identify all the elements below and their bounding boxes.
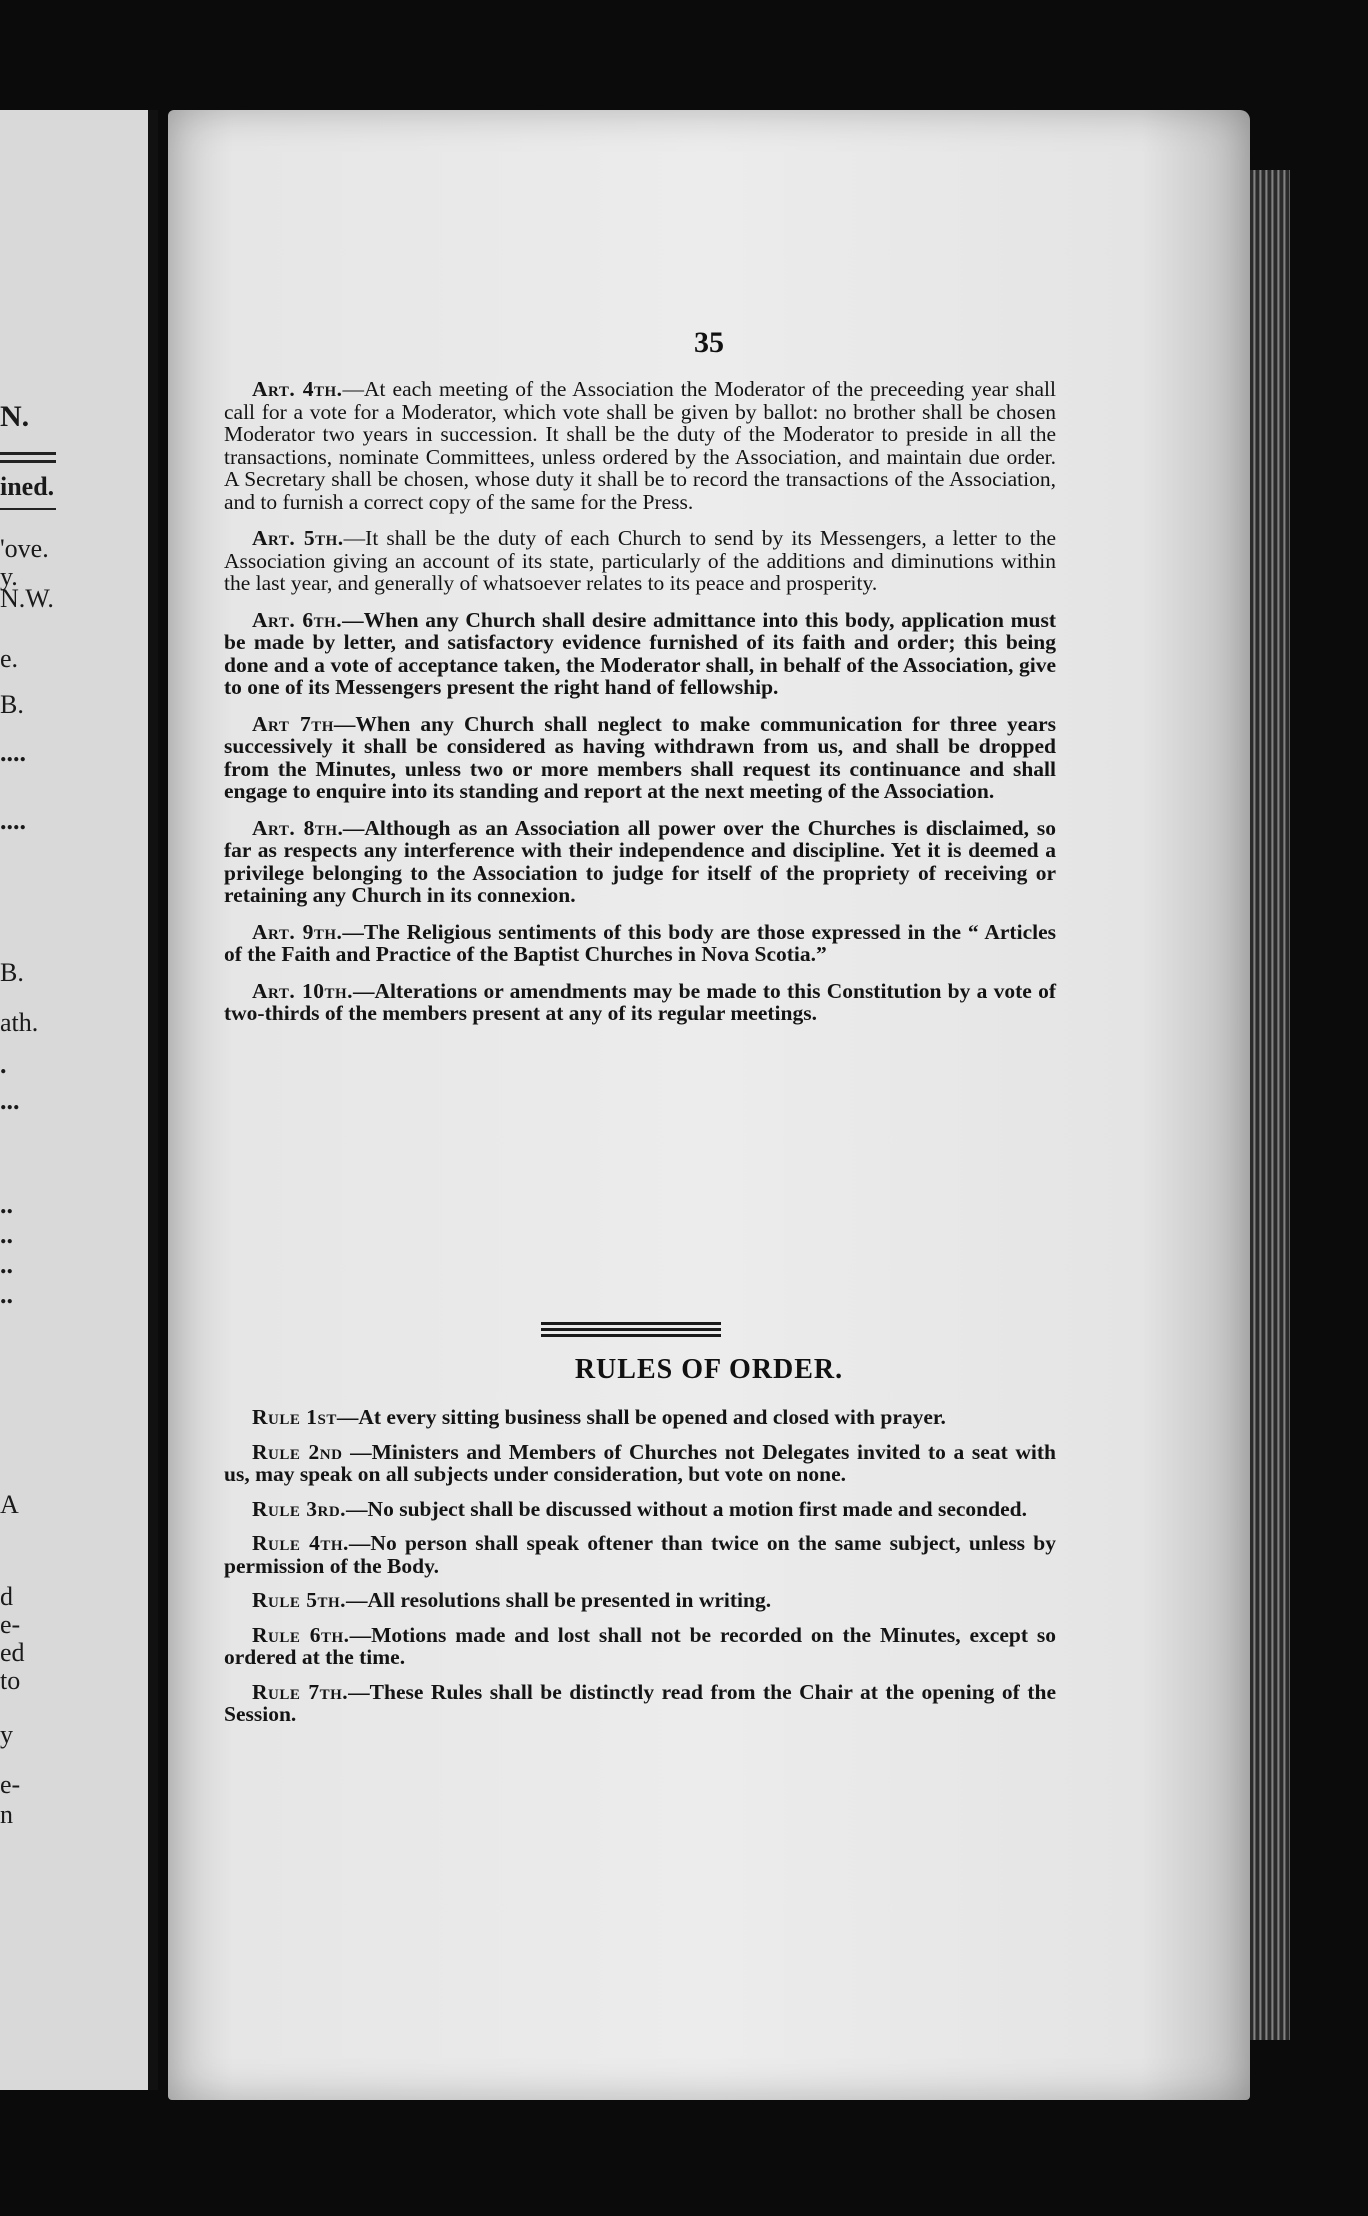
left-fragment-text: n: [0, 1800, 13, 1829]
section-title: RULES OF ORDER.: [574, 1354, 844, 1385]
left-fragment-text: ..: [0, 1190, 13, 1219]
article-paragraph: [224, 609, 1056, 699]
rule-paragraph: [224, 1624, 1056, 1669]
article-text: —It shall be the duty of each Church to send by its Messengers, a letter to the Association giving an account of its state, particularly of the additions and diminutions within the last year, and generally of whatsoever relates to its peace and prosperity.: [224, 526, 1056, 595]
article-paragraph: [224, 921, 1056, 966]
left-fragment-text: .: [0, 1050, 7, 1079]
rule-heading: Rule 6th.: [252, 1622, 350, 1647]
article-heading: Art. 6th.: [252, 607, 343, 632]
book-page: [168, 110, 1250, 2100]
page-number: 35: [694, 326, 724, 359]
left-fragment-text: ....: [0, 738, 26, 767]
rule-text: —All resolutions shall be presented in writing.: [346, 1588, 772, 1612]
rule-text: —Motions made and lost shall not be recorded on the Minutes, except so ordered at the time.: [224, 1622, 1056, 1669]
rule-text: —At every sitting business shall be opened and closed with prayer.: [336, 1405, 946, 1429]
article-text: —The Religious sentiments of this body are those expressed in the “ Articles of the Faith and Practice of the Baptist Churches in Nova Scotia.”: [224, 919, 1056, 966]
rule-paragraph: [224, 1681, 1056, 1726]
left-fragment-text: e.: [0, 644, 19, 673]
article-heading: Art. 8th: [252, 815, 338, 840]
left-rule: [0, 460, 56, 463]
left-fragment-text: ..: [0, 1250, 13, 1279]
article-paragraph: [224, 980, 1056, 1025]
left-fragment-text: A: [0, 1490, 19, 1519]
article-text: —When any Church shall neglect to make communication for three years successively it shall be considered as having withdrawn from us, and shall be dropped from the Minutes, unless two or more members shall request its continuance and shall engage to enquire into its standing and report at the next meeting of the Association.: [224, 711, 1057, 803]
rule-paragraph: [224, 1406, 1056, 1429]
rule-heading: Rule 5th.: [252, 1588, 347, 1612]
rule-text: —Ministers and Members of Churches not Delegates invited to a seat with us, may speak on all subjects under consideration, but vote on none.: [224, 1439, 1056, 1486]
section-divider: [541, 1322, 721, 1340]
left-fragment-text: ined.: [0, 472, 55, 501]
previous-page-fragment: [0, 110, 158, 2090]
article-paragraph: [224, 817, 1056, 907]
article-paragraph: [224, 713, 1056, 803]
left-fragment-text: B.: [0, 690, 24, 719]
left-fragment-text: y.: [0, 562, 18, 591]
left-fragment-text: ..: [0, 1280, 13, 1309]
article-paragraph: [224, 378, 1056, 513]
left-fragment-text: e-: [0, 1770, 21, 1799]
left-fragment-text: y: [0, 1720, 13, 1749]
left-fragment-text: ...: [0, 1086, 20, 1115]
left-fragment-text: e-: [0, 1610, 21, 1639]
left-fragment-text: ..: [0, 1220, 13, 1249]
left-fragment-text: 'ove.: [0, 534, 49, 563]
rule-text: —These Rules shall be distinctly read from the Chair at the opening of the Session.: [224, 1679, 1056, 1726]
left-fragment-text: to: [0, 1666, 21, 1695]
articles-section: [224, 378, 1056, 1025]
left-fragment-text: ....: [0, 806, 26, 835]
article-text: .—Although as an Association all power over the Churches is disclaimed, so far as respects any interference with their independence and discipline. Yet it is deemed a privilege belonging to the Association to judge for itself of the propriety of receiving or retaining any Church in its connexion.: [224, 815, 1056, 907]
rule-text: —No person shall speak oftener than twice on the same subject, unless by permission of the Body.: [224, 1531, 1057, 1578]
article-heading: Art. 10th.: [252, 978, 354, 1003]
article-paragraph: [224, 527, 1056, 595]
article-text: —When any Church shall desire admittance into this body, application must be made by letter, and satisfactory evidence furnished of its faith and order; this being done and a vote of acceptance taken, the Moderator shall, in behalf of the Association, give to one of its Messengers present the right hand of fellowship.: [224, 607, 1057, 699]
left-fragment-text: ed: [0, 1638, 25, 1667]
article-heading: Art. 9th.: [252, 919, 343, 944]
rule-text: —No subject shall be discussed without a motion first made and seconded.: [346, 1496, 1027, 1521]
article-text: —Alterations or amendments may be made to this Constitution by a vote of two-thirds of the members present at any of its regular meetings.: [224, 978, 1057, 1025]
rule-heading: Rule 4th.: [252, 1531, 349, 1555]
rule-heading: Rule 7th.: [252, 1679, 349, 1704]
rule-heading: Rule 2nd: [252, 1439, 343, 1464]
left-fragment-text: d: [0, 1582, 13, 1611]
rule-paragraph: [224, 1589, 1056, 1612]
left-rule: [0, 508, 56, 510]
article-heading: Art. 5th.: [252, 526, 344, 550]
left-fragment-text: N.W.: [0, 584, 54, 613]
rule-paragraph: [224, 1532, 1056, 1577]
left-rule: [0, 452, 56, 455]
left-fragment-text: B.: [0, 958, 24, 987]
left-fragment-text: N.: [0, 400, 30, 433]
left-fragment-text: ath.: [0, 1008, 39, 1037]
rule-paragraph: [224, 1498, 1056, 1521]
rule-heading: Rule 3rd.: [252, 1496, 347, 1521]
article-heading: Art 7th: [252, 711, 334, 736]
rule-paragraph: [224, 1441, 1056, 1486]
rule-heading: Rule 1st: [252, 1405, 337, 1429]
article-text: —At each meeting of the Association the Moderator of the preceeding year shall call for a vote for a Moderator, which vote shall be given by ballot: no brother shall be chosen Moderator two years in succession. It shall be the duty of the Moderator to preside in all the transactions, nominate Committees, unless ordered by the Association, and maintain due order. A Secretary shall be chosen, whose duty it shall be to record the transactions of the Association, and to furnish a correct copy of the same for the Press.: [224, 377, 1056, 514]
rules-section: [224, 1406, 1056, 1726]
book-page-edges: [1250, 170, 1290, 2040]
article-heading: Art. 4th.: [252, 377, 343, 401]
